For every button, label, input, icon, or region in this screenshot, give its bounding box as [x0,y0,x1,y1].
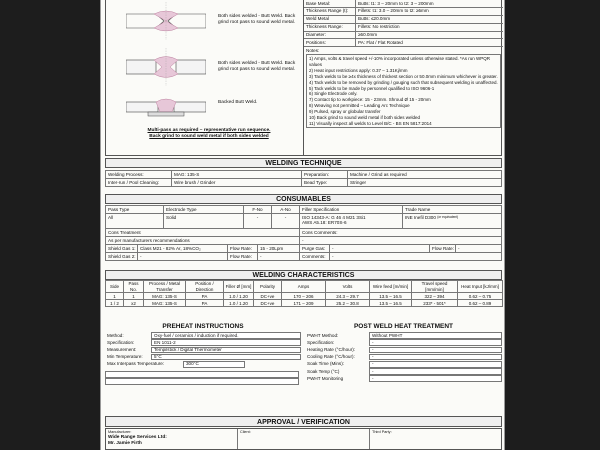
preheat-comment-box-2 [105,378,299,385]
wps-document-page [100,0,505,450]
parameter-row [304,0,503,8]
approval-grid [105,428,502,450]
parameter-row [304,24,503,32]
pwht-field-label: PWHT Method: [307,332,339,338]
parameter-value: PA: Flat / Flat Rotated [355,39,503,46]
filler-spec-header: Filler Specification [300,206,403,213]
characteristics-header-cell: Wire feed [m/min] [370,281,412,293]
note-item: 10) Back grind to sound weld metal if both sides welded [309,114,421,120]
filler-spec-iso: ISO 14343-A: G 46 4 M21 3Si1 [302,214,366,220]
note-item: 8) Weaving not permitted – Leading Arc Technique [309,103,410,109]
interrun-value: Wire brush / Grinder [172,179,302,186]
characteristics-cell: 13.5 – 16.5 [370,300,412,307]
filler-spec-aws: AWS A5.18: ER70S-6 [302,220,347,226]
flow-rate-1-value: 15 - 20Lpm [258,245,300,252]
client-label: Client: [240,430,251,434]
fno-value: - [244,214,272,228]
characteristics-cell: 1.0 / 1.20 [224,300,254,307]
parameters-list [304,0,503,47]
cons-treatment-value: As per manufacturers recommendations [106,237,300,244]
preheat-field-value: 5°C [151,354,301,361]
parameter-value: ≥50.0mm [355,32,503,39]
pwht-field-value: - [369,375,502,382]
welding-characteristics-heading: WELDING CHARACTERISTICS [105,270,502,280]
pwht-field-value: - [369,354,502,361]
pwht-section [305,322,502,382]
pwht-field-label: Specification: [307,339,335,345]
parameter-value: Butts: t1: 3 – 20mm to t2: 3 – 200mm [355,0,503,7]
run-sequence-line-2: Back grind to sound weld metal if both sides welded [149,134,269,140]
comments-label: Comments: [300,253,330,260]
preheat-field-label: Method: [107,332,124,338]
preheat-field-row [105,332,301,339]
characteristics-cell: 233* - 501* [412,300,458,307]
parameter-row [304,39,503,47]
preheat-comment-box [105,371,299,378]
characteristics-row [106,293,503,300]
characteristics-header-cell: Volts [326,281,370,293]
manufacturer-label: Manufacturer: [108,430,132,434]
pwht-field-label: Heating Rate (°C/hour): [307,347,356,353]
characteristics-header-cell: Travel speed [mm/min] [412,281,458,293]
cons-comments-label: Cons Comments: [302,229,338,235]
note-item: 7) Contact tip to workpiece: 15 - 23mm. Shroud Ø 15 - 20mm [309,97,431,103]
pwht-field-label: PWHT Monitoring [307,375,344,381]
characteristics-cell: 25.2 – 30.8 [326,300,370,307]
sketch-2-caption: Both sides welded - Butt Weld. Back grind root pass to sound weld metal. [218,61,296,72]
welding-characteristics-table [105,280,503,307]
parameter-label: Diameter: [306,32,326,38]
third-party-label: Third Party: [372,430,392,434]
electrode-type-header: Electrode Type [164,206,244,213]
characteristics-row [106,300,503,307]
manufacturer-person: Mr. Jamie Firth [108,441,142,447]
characteristics-cell: 0.62 – 0.89 [458,300,503,307]
purge-gas-label: Purge Gas: [300,245,330,252]
bead-type-value: Stringer [350,179,367,185]
preheat-field-row [105,346,301,353]
characteristics-body [106,293,503,307]
characteristics-cell: 24.3 – 29.7 [326,293,370,300]
pwht-field-row [305,339,502,346]
sketch-3-caption: Backed Butt Weld. [218,100,258,105]
note-item: 9) Pulsed, spray or globular transfer [309,108,381,114]
pwht-field-label: Cooling Rate (°C/hour): [307,354,355,360]
trade-name-note: (or equivalent) [437,214,459,219]
manufacturer-cell [106,429,238,449]
pwht-field-row [305,368,502,375]
note-item: 5) Tack welds to be made by personnel qualified to ISO 9606-1 [309,85,435,91]
characteristics-cell: 171 – 209 [282,300,326,307]
characteristics-cell: DC+ve [254,300,282,307]
pwht-field-row [305,375,502,382]
pwht-field-row [305,332,502,339]
characteristics-cell: DC+ve [254,293,282,300]
characteristics-cell: 1.0 / 1.20 [224,293,254,300]
preparation-value: Machine / Grind as required [350,171,407,177]
pwht-fields [305,332,502,382]
notes-label: Notes: [306,48,320,54]
characteristics-header-cell: Heat Input [kJ/mm] [458,281,503,293]
consumables-data-row [106,214,501,229]
note-item: 11) Visually inspect all welds to Level B/C - BS EN 5817:2014 [309,120,432,126]
pwht-field-value: - [369,347,502,354]
cons-treatment-label: Cons Treatment [106,229,300,236]
characteristics-cell: 1 [124,293,144,300]
pwht-field-label: Soak Time (Mins): [307,361,345,367]
client-cell [238,429,370,449]
characteristics-header-cell: Side [106,281,124,293]
pass-type-header: Pass Type [106,206,164,213]
purge-gas-value: - [330,245,430,252]
parameter-row [304,16,503,24]
parameter-value: Fillets: No restriction [355,24,503,31]
shield-gas-1-label: Shield Gas 1: [106,245,138,252]
parameter-label: Thickness Range: [306,24,343,30]
bead-type-label: Bead Type: [302,179,348,186]
preheat-field-label: Min Temperature: [107,354,143,360]
parameter-label: Weld Metal [306,16,329,22]
pwht-field-row [305,361,502,368]
characteristics-header-cell: Filler Ø [mm] [224,281,254,293]
characteristics-header-cell: Amps [282,281,326,293]
ano-header: A-No [272,206,300,213]
flow-rate-2-value: - [258,253,300,260]
consumables-grid [105,205,502,261]
characteristics-cell: 170 – 206 [282,293,326,300]
pwht-field-label: Soak Temp (°C) [307,368,340,374]
pwht-field-value: - [369,361,502,368]
pwht-field-value: - [369,368,502,375]
characteristics-header-cell: Pass No. [124,281,144,293]
sketch-1-caption: Both sides welded - Butt Weld. Back grind root pass to sound weld metal. [218,14,296,25]
characteristics-cell: PA [186,300,224,307]
parameter-value: Butts: ≤20.0mm [355,16,503,23]
characteristics-cell: 1 [106,293,124,300]
characteristics-header-cell: Position / Direction [186,281,224,293]
note-item: 6) Single Electrode only. [309,91,358,97]
cons-comments-value: - [302,237,304,243]
parameter-label: Positions: [306,40,326,46]
double-v-butt-sketch-2 [126,48,206,86]
manufacturer-name: Wide Range Services Ltd: [108,434,167,440]
interpass-value: 300°C [183,361,245,368]
characteristics-cell: 13.5 – 16.5 [370,293,412,300]
characteristics-header-cell: Process / Metal Transfer [144,281,186,293]
preheat-field-label: Specification: [107,339,135,345]
pwht-field-row [305,354,502,361]
characteristics-cell: MAG: 135-S [144,293,186,300]
preheat-field-label: Measurement: [107,347,137,353]
characteristics-header-row [106,281,503,293]
parameter-label: Thickness Range (t): [306,8,349,14]
characteristics-cell: x2 [124,300,144,307]
characteristics-cell: 1 / 2 [106,300,124,307]
run-sequence-note [124,128,294,141]
welding-technique-heading: WELDING TECHNIQUE [105,158,502,168]
characteristics-cell: 0.62 – 0.75 [458,293,503,300]
pwht-heading: POST WELD HEAT TREATMENT [353,323,454,330]
approval-heading: APPROVAL / VERIFICATION [105,416,502,427]
characteristics-header-cell: Polarity [254,281,282,293]
characteristics-cell: PA [186,293,224,300]
preheat-fields [105,332,301,361]
parameter-row [304,32,503,40]
preheat-section [105,322,301,385]
preheat-heading: PREHEAT INSTRUCTIONS [162,323,244,330]
parameter-label: Base Metal: [306,0,331,6]
welding-process-label: Welding Process: [106,171,172,178]
parameter-value: Fillets: t1: 3.0 – 20mm to t2: ≥5mm [355,8,503,15]
double-v-butt-sketch-1 [126,2,206,40]
pass-type-value: All [106,214,164,228]
filler-spec-value [300,214,403,228]
preheat-field-value: Oxy-fuel / ceramics / induction if required. [151,332,301,339]
purge-flow-label: Flow Rate: [430,245,456,252]
electrode-type-value: Solid [164,214,244,228]
ano-value: - [272,214,300,228]
interpass-label: Max Interpass Temperature: [107,361,165,367]
trade-name-value [403,214,501,228]
note-item: 2) Heat input restrictions apply: 0.37 – 1.31Kj/mm [309,68,408,74]
preheat-field-value: EN 1011-2 [151,339,301,346]
interrun-label: Inter-run / Pool Cleaning: [106,179,172,186]
pwht-field-row [305,346,502,353]
preheat-field-value: Tempilstick / Digital Thermometer [151,347,301,354]
notes-list [306,54,501,128]
interpass-row [105,361,301,368]
shield-gas-2-label: Shield Gas 2: [106,253,138,260]
third-party-cell [370,429,501,449]
consumables-heading: CONSUMABLES [105,194,502,204]
preheat-field-row [105,354,301,361]
joint-details-section [105,0,502,156]
shield-gas-2-value: - [138,253,228,260]
joint-sketches-panel [106,0,304,156]
fno-header: F-No [244,206,272,213]
run-sequence-line-1: Multi-pass as required – representative run sequence. [147,128,271,133]
purge-flow-value: - [458,245,460,251]
characteristics-cell: 322 – 394 [412,293,458,300]
pwht-field-value: - [369,339,502,346]
note-item: 3) Tack welds to be ≥4x thickness of thickest section or 50.0mm minimum whichever is greater. [309,73,498,79]
preparation-label: Preparation: [302,171,348,178]
flow-rate-1-label: Flow Rate: [228,245,258,252]
parameters-panel [304,0,503,128]
trade-name-text: INE Inefil D300 [405,214,436,220]
backed-butt-sketch [126,92,206,124]
pwht-field-value: Without PWHT [369,332,502,339]
trade-name-header: Trade Name [405,206,431,212]
note-item: 1) Amps, volts & travel speed +/-10% incorporated unless otherwise stated. *As run WPQR values [309,56,490,68]
comments-value: - [332,253,334,259]
welding-process-value: MAG: 135-S [172,171,302,178]
characteristics-cell: MAG: 135-S [144,300,186,307]
preheat-field-row [105,339,301,346]
consumables-header-row [106,206,501,214]
flow-rate-2-label: Flow Rate: [228,253,258,260]
welding-technique-grid [105,170,502,187]
parameter-row [304,8,503,16]
note-item: 4) Tack welds to be removed by grinding / gouging such that subsequent welding is unaffected. [309,79,498,85]
shield-gas-1-value: Class M21 - 82% Ar, 18%CO₂ [138,245,228,252]
